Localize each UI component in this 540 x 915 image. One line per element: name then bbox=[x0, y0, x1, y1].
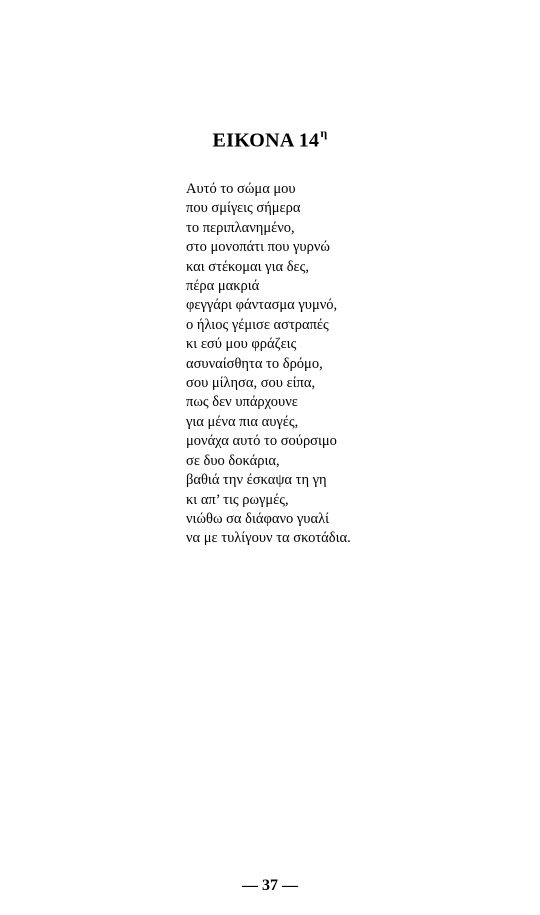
page-number: — 37 — bbox=[242, 877, 298, 894]
poem-line: πέρα μακριά bbox=[186, 278, 260, 295]
poem-line: ο ήλιος γέμισε αστραπές bbox=[186, 316, 329, 333]
poem-line: πως δεν υπάρχουνε bbox=[186, 394, 298, 411]
poem-line: βαθιά την έσκαψα τη γη bbox=[186, 472, 327, 489]
poem-line: για μένα πια αυγές, bbox=[186, 413, 299, 430]
poem-title-text: ΕΙΚΟΝΑ 14 bbox=[212, 129, 320, 152]
poem-line: ασυναίσθητα το δρόμο, bbox=[186, 355, 323, 372]
poem-line: σου μίλησα, σου είπα, bbox=[186, 375, 316, 392]
poem-line: Αυτό το σώμα μου bbox=[186, 181, 296, 197]
poem-line: κι εσύ μου φράζεις bbox=[186, 336, 297, 353]
poem-line: μονάχα αυτό το σούρσιμο bbox=[186, 433, 337, 450]
poem-line: νιώθω σα διάφανο γυαλί bbox=[186, 510, 329, 527]
poem-line: φεγγάρι φάντασμα γυμνό, bbox=[186, 297, 338, 314]
poem-line: το περιπλανημένο, bbox=[186, 219, 295, 236]
poem-line: και στέκομαι για δες, bbox=[186, 258, 309, 275]
poem-line: κι απ’ τις ρωγμές, bbox=[186, 491, 289, 508]
poem-title bbox=[0, 128, 540, 153]
poem-body bbox=[186, 180, 486, 549]
poem-line: που σμίγεις σήμερα bbox=[186, 200, 301, 217]
poem-line: σε δυο δοκάρια, bbox=[186, 452, 280, 469]
poem-line: να με τυλίγουν τα σκοτάδια. bbox=[186, 530, 351, 547]
poem-title-superscript: η bbox=[320, 126, 328, 140]
poem-line: στο μονοπάτι που γυρνώ bbox=[186, 239, 330, 256]
